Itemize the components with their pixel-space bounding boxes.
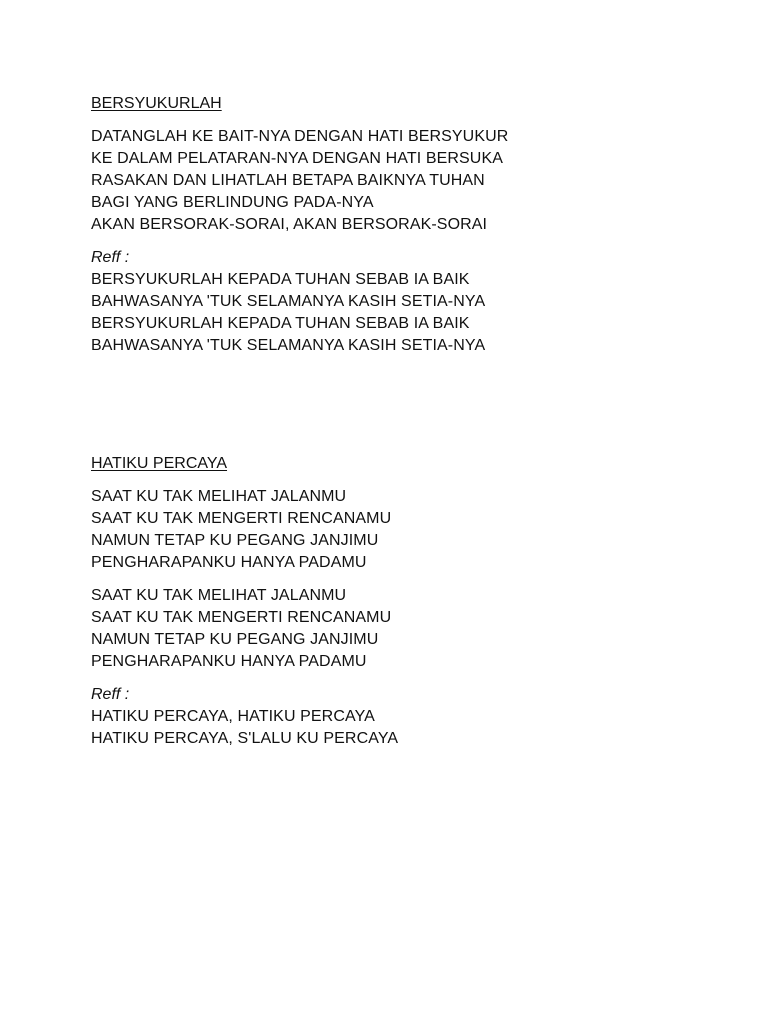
verse — [91, 585, 731, 673]
lyric-line: HATIKU PERCAYA, HATIKU PERCAYA — [91, 708, 375, 725]
lyric-line: SAAT KU TAK MENGERTI RENCANAMU — [91, 510, 392, 527]
lyric-line: HATIKU PERCAYA, S'LALU KU PERCAYA — [91, 730, 399, 747]
lyric-line: BERSYUKURLAH KEPADA TUHAN SEBAB IA BAIK — [91, 271, 470, 288]
song-bersyukurlah — [91, 93, 731, 357]
lyric-line: KE DALAM PELATARAN-NYA DENGAN HATI BERSUKA — [91, 150, 503, 167]
lyric-line: BAHWASANYA 'TUK SELAMANYA KASIH SETIA-NYA — [91, 337, 486, 354]
lyric-line: BAHWASANYA 'TUK SELAMANYA KASIH SETIA-NYA — [91, 293, 486, 310]
lyric-line: SAAT KU TAK MELIHAT JALANMU — [91, 587, 347, 604]
verse — [91, 126, 731, 236]
lyric-line: DATANGLAH KE BAIT-NYA DENGAN HATI BERSYUKUR — [91, 128, 509, 145]
song-title: HATIKU PERCAYA — [91, 455, 228, 472]
lyric-line: RASAKAN DAN LIHATLAH BETAPA BAIKNYA TUHAN — [91, 172, 485, 189]
lyric-line: BAGI YANG BERLINDUNG PADA-NYA — [91, 194, 374, 211]
song-hatiku-percaya — [91, 453, 731, 750]
lyric-line: NAMUN TETAP KU PEGANG JANJIMU — [91, 631, 379, 648]
reff-label: Reff : — [91, 686, 130, 703]
song-title: BERSYUKURLAH — [91, 95, 222, 112]
lyric-line: SAAT KU TAK MENGERTI RENCANAMU — [91, 609, 392, 626]
lyric-line: BERSYUKURLAH KEPADA TUHAN SEBAB IA BAIK — [91, 315, 470, 332]
lyric-line: PENGHARAPANKU HANYA PADAMU — [91, 554, 367, 571]
reff-label: Reff : — [91, 249, 130, 266]
chorus — [91, 684, 731, 750]
lyric-line: AKAN BERSORAK-SORAI, AKAN BERSORAK-SORAI — [91, 216, 488, 233]
lyric-line: SAAT KU TAK MELIHAT JALANMU — [91, 488, 347, 505]
lyric-line: PENGHARAPANKU HANYA PADAMU — [91, 653, 367, 670]
chorus — [91, 247, 731, 357]
lyric-line: NAMUN TETAP KU PEGANG JANJIMU — [91, 532, 379, 549]
verse — [91, 486, 731, 574]
